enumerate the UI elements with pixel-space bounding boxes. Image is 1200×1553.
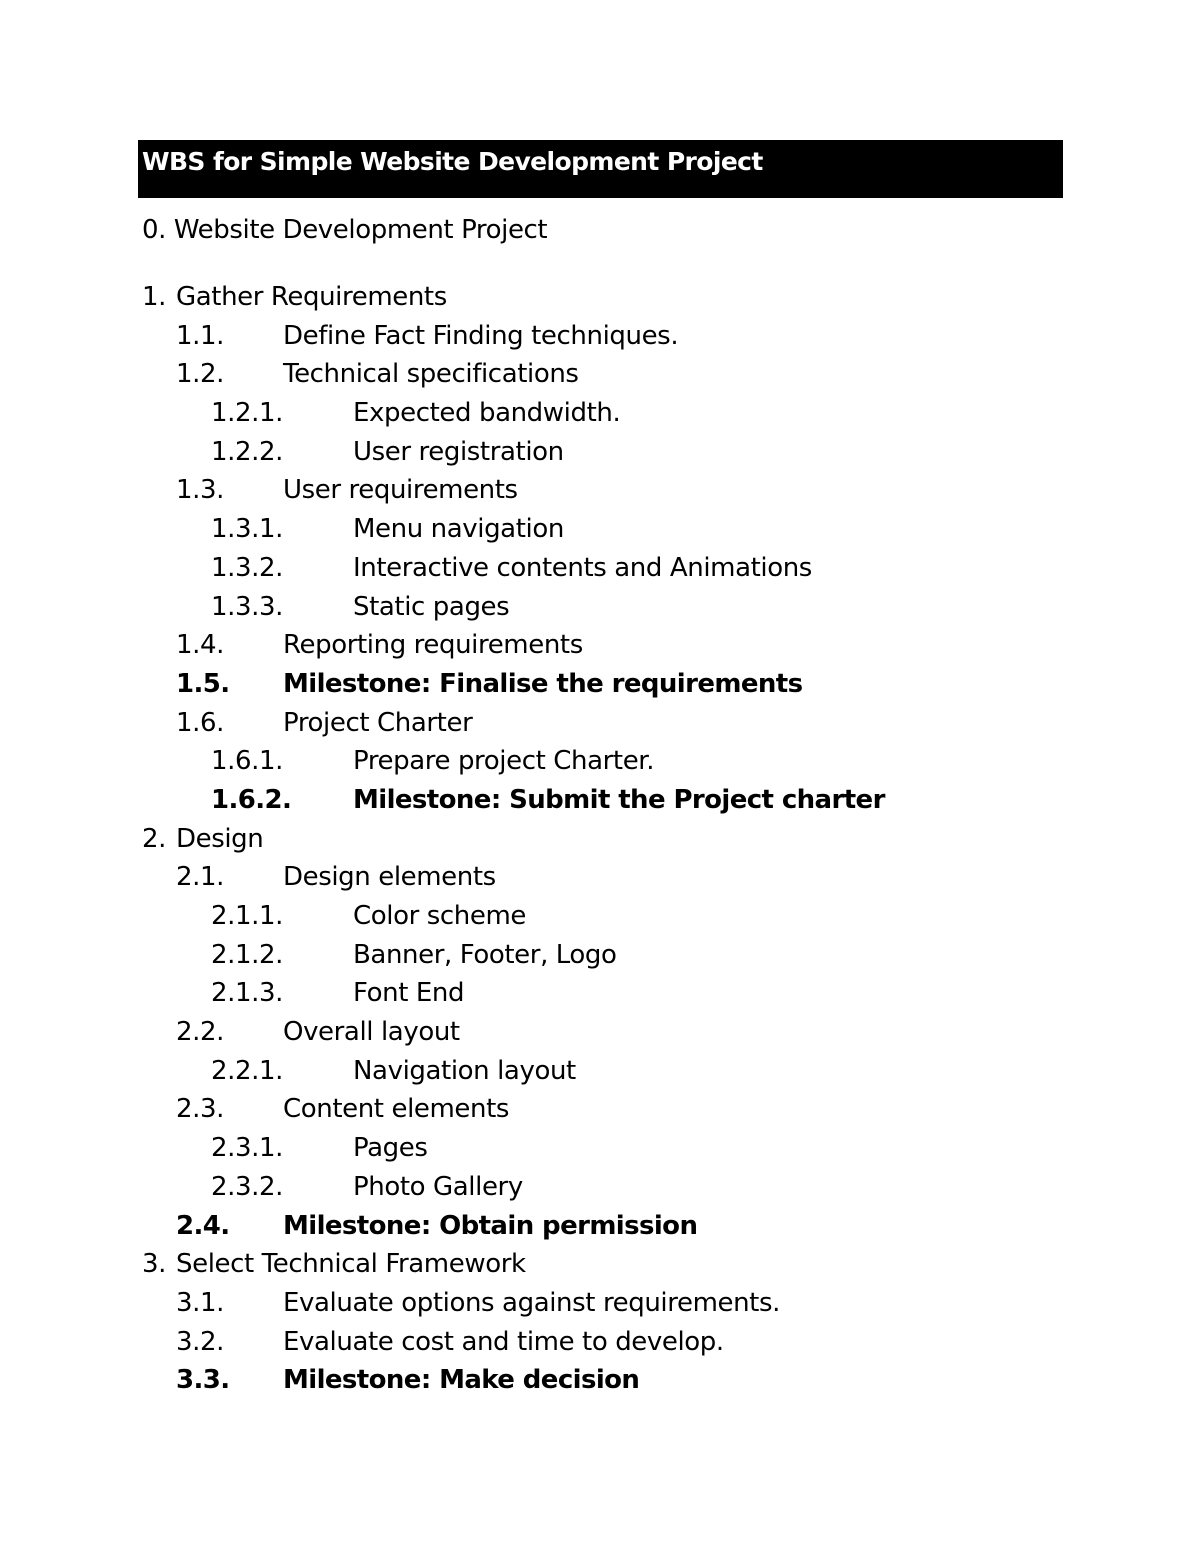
wbs-milestone-item: [0, 784, 1200, 823]
wbs-item: [0, 591, 1200, 630]
wbs-item: [0, 397, 1200, 436]
wbs-item: [0, 1016, 1200, 1055]
wbs-item-text: Interactive contents and Animations: [353, 552, 812, 583]
wbs-item: [0, 1171, 1200, 1210]
wbs-item-text: Define Fact Finding techniques.: [283, 320, 679, 351]
wbs-item-number: 3.3.: [176, 1365, 230, 1396]
wbs-item-number: 1.3.: [176, 475, 225, 506]
wbs-item: [0, 707, 1200, 746]
wbs-item-text: Overall layout: [283, 1017, 460, 1048]
wbs-item-number: 1.3.3.: [211, 591, 284, 622]
wbs-item-text: Select Technical Framework: [176, 1249, 526, 1280]
wbs-item: [0, 629, 1200, 668]
wbs-item-text: Milestone: Make decision: [283, 1365, 640, 1396]
wbs-item-number: 1.1.: [176, 320, 225, 351]
wbs-item-number: 1.3.1.: [211, 514, 284, 545]
wbs-item-text: User registration: [353, 436, 564, 467]
wbs-outline: [0, 281, 1200, 1403]
wbs-item-text: Milestone: Obtain permission: [283, 1210, 698, 1241]
wbs-item: [0, 474, 1200, 513]
wbs-item: [0, 1287, 1200, 1326]
wbs-item-text: Milestone: Finalise the requirements: [283, 668, 803, 699]
wbs-item-text: Evaluate options against requirements.: [283, 1287, 780, 1318]
wbs-item: [0, 281, 1200, 320]
wbs-item-text: Font End: [353, 978, 465, 1009]
wbs-item: [0, 1093, 1200, 1132]
wbs-item-number: 1.6.: [176, 707, 225, 738]
wbs-item-number: 2.2.1.: [211, 1055, 284, 1086]
wbs-item-text: Prepare project Charter.: [353, 746, 655, 777]
wbs-item-text: Photo Gallery: [353, 1171, 523, 1202]
wbs-item-text: Milestone: Submit the Project charter: [353, 784, 885, 815]
document-title: WBS for Simple Website Development Project: [142, 147, 763, 176]
wbs-item-number: 2.4.: [176, 1210, 230, 1241]
wbs-item-text: Banner, Footer, Logo: [353, 939, 617, 970]
wbs-item-text: Reporting requirements: [283, 630, 583, 661]
wbs-item-text: Navigation layout: [353, 1055, 576, 1086]
wbs-item: [0, 513, 1200, 552]
wbs-item-number: 1.5.: [176, 668, 230, 699]
wbs-item: [0, 1132, 1200, 1171]
wbs-item: [0, 552, 1200, 591]
wbs-item-number: 1.2.1.: [211, 398, 284, 429]
wbs-item-text: Content elements: [283, 1094, 510, 1125]
wbs-item: [0, 1248, 1200, 1287]
wbs-item-text: Gather Requirements: [176, 282, 447, 312]
wbs-item-number: 1.3.2.: [211, 552, 284, 583]
wbs-item-text: Design elements: [283, 862, 496, 893]
wbs-item: [0, 939, 1200, 978]
wbs-item: [0, 436, 1200, 475]
wbs-item-number: 3.: [142, 1249, 167, 1280]
wbs-item: [0, 1055, 1200, 1094]
wbs-item-number: 3.1.: [176, 1287, 225, 1318]
wbs-item-number: 1.2.2.: [211, 436, 284, 467]
wbs-item-number: 1.6.2.: [211, 784, 292, 815]
wbs-item-number: 2.3.: [176, 1094, 225, 1125]
wbs-item: [0, 1326, 1200, 1365]
wbs-item: [0, 320, 1200, 359]
wbs-item-number: 2.3.2.: [211, 1171, 284, 1202]
wbs-item-text: Technical specifications: [283, 359, 579, 390]
wbs-item-number: 2.3.1.: [211, 1133, 284, 1164]
wbs-item-text: Evaluate cost and time to develop.: [283, 1326, 724, 1357]
wbs-milestone-item: [0, 668, 1200, 707]
wbs-root-item: 0. Website Development Project: [142, 215, 548, 245]
wbs-item-number: 1.4.: [176, 630, 225, 661]
wbs-item-number: 2.1.3.: [211, 978, 284, 1009]
wbs-item: [0, 977, 1200, 1016]
wbs-item: [0, 745, 1200, 784]
wbs-item: [0, 861, 1200, 900]
wbs-milestone-item: [0, 1210, 1200, 1249]
wbs-item-text: Menu navigation: [353, 514, 564, 545]
wbs-item: [0, 358, 1200, 397]
wbs-item-number: 2.1.: [176, 862, 225, 893]
wbs-milestone-item: [0, 1364, 1200, 1403]
wbs-item-text: Design: [176, 823, 264, 854]
wbs-item-number: 2.2.: [176, 1017, 225, 1048]
wbs-item-text: Expected bandwidth.: [353, 398, 621, 429]
wbs-item-number: 1.6.1.: [211, 746, 284, 777]
wbs-item-text: Color scheme: [353, 901, 526, 931]
wbs-item-text: Static pages: [353, 591, 510, 622]
wbs-item-number: 2.: [142, 823, 167, 854]
wbs-item-text: Project Charter: [283, 707, 473, 738]
wbs-item-number: 2.1.1.: [211, 901, 284, 931]
wbs-item-number: 2.1.2.: [211, 939, 284, 970]
wbs-item: [0, 900, 1200, 939]
wbs-item-number: 1.2.: [176, 359, 225, 390]
wbs-item-text: User requirements: [283, 475, 518, 506]
wbs-item: [0, 823, 1200, 862]
wbs-item-number: 1.: [142, 282, 167, 312]
wbs-item-text: Pages: [353, 1133, 428, 1164]
wbs-item-number: 3.2.: [176, 1326, 225, 1357]
